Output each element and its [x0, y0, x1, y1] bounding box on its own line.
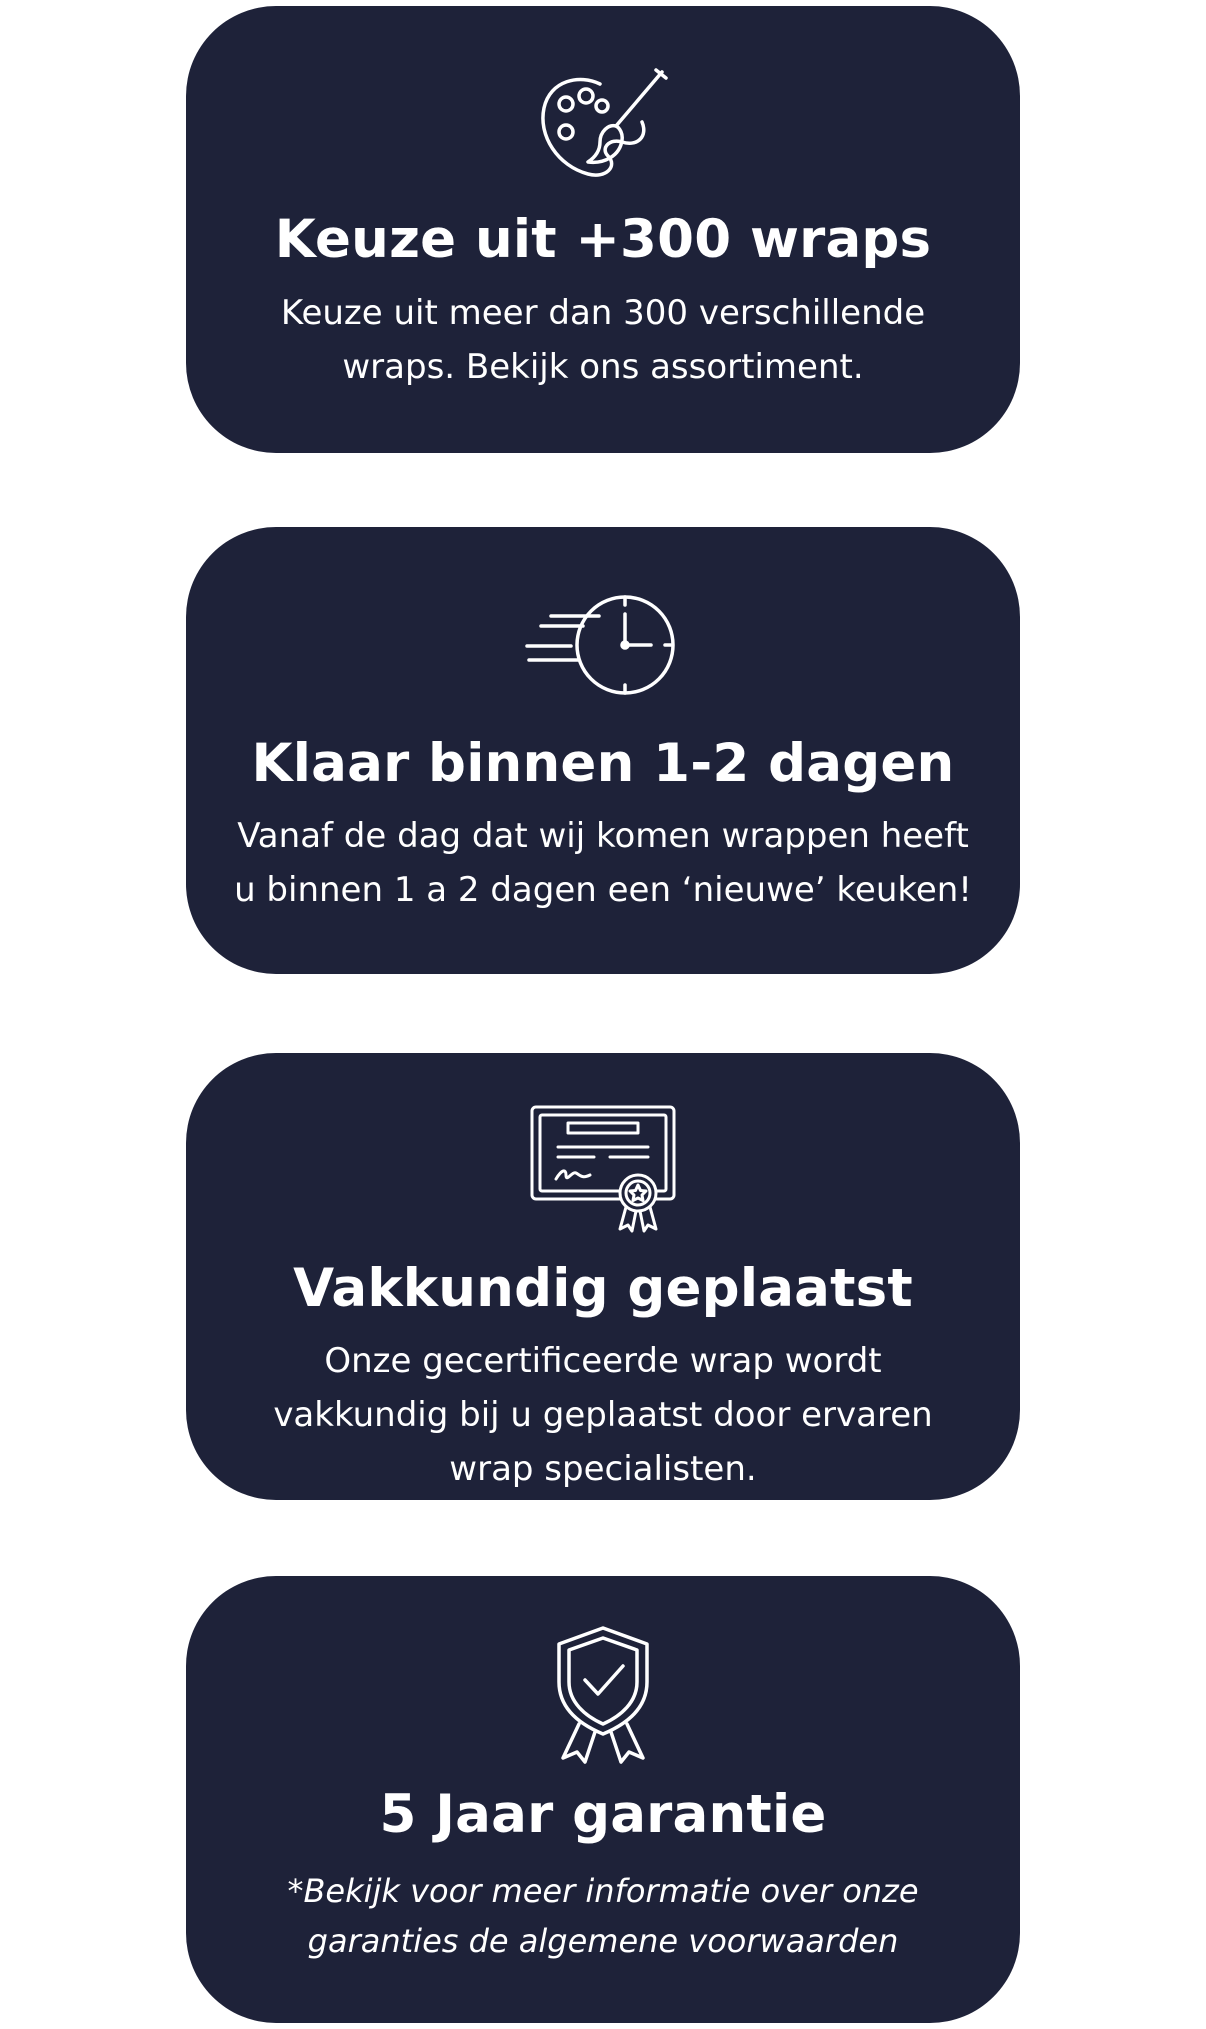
- shield-check-icon: [553, 1624, 653, 1764]
- feature-card-warranty: [186, 1576, 1020, 2023]
- feature-card-wraps: [186, 6, 1020, 453]
- description-line: Onze gecertificeerde wrap wordt: [324, 1341, 882, 1381]
- description-line: wrap specialisten.: [449, 1449, 757, 1489]
- description-line: Keuze uit meer dan 300 verschillende: [280, 293, 926, 333]
- description-line: vakkundig bij u geplaatst door ervaren: [273, 1395, 933, 1435]
- certificate-icon: [528, 1103, 678, 1235]
- feature-card-speed: [186, 527, 1020, 974]
- feature-description: [216, 1334, 990, 1496]
- feature-title: Klaar binnen 1-2 dagen: [251, 733, 955, 794]
- palette-icon: [538, 66, 668, 186]
- feature-description: [216, 286, 990, 394]
- feature-card-installation: [186, 1053, 1020, 1500]
- feature-title: Vakkundig geplaatst: [293, 1258, 913, 1319]
- description-line: Vanaf de dag dat wij komen wrappen heeft: [237, 816, 969, 856]
- feature-title: 5 Jaar garantie: [379, 1784, 827, 1845]
- feature-description: [216, 809, 990, 917]
- description-line: garanties de algemene voorwaarden: [307, 1922, 899, 1960]
- description-line: *Bekijk voor meer informatie over onze: [287, 1872, 919, 1910]
- feature-title: Keuze uit +300 wraps: [274, 209, 932, 270]
- description-line: wraps. Bekijk ons assortiment.: [342, 347, 864, 387]
- fast-clock-icon: [523, 592, 683, 702]
- feature-description: [216, 1866, 990, 1966]
- description-line: u binnen 1 a 2 dagen een ‘nieuwe’ keuken!: [234, 870, 972, 910]
